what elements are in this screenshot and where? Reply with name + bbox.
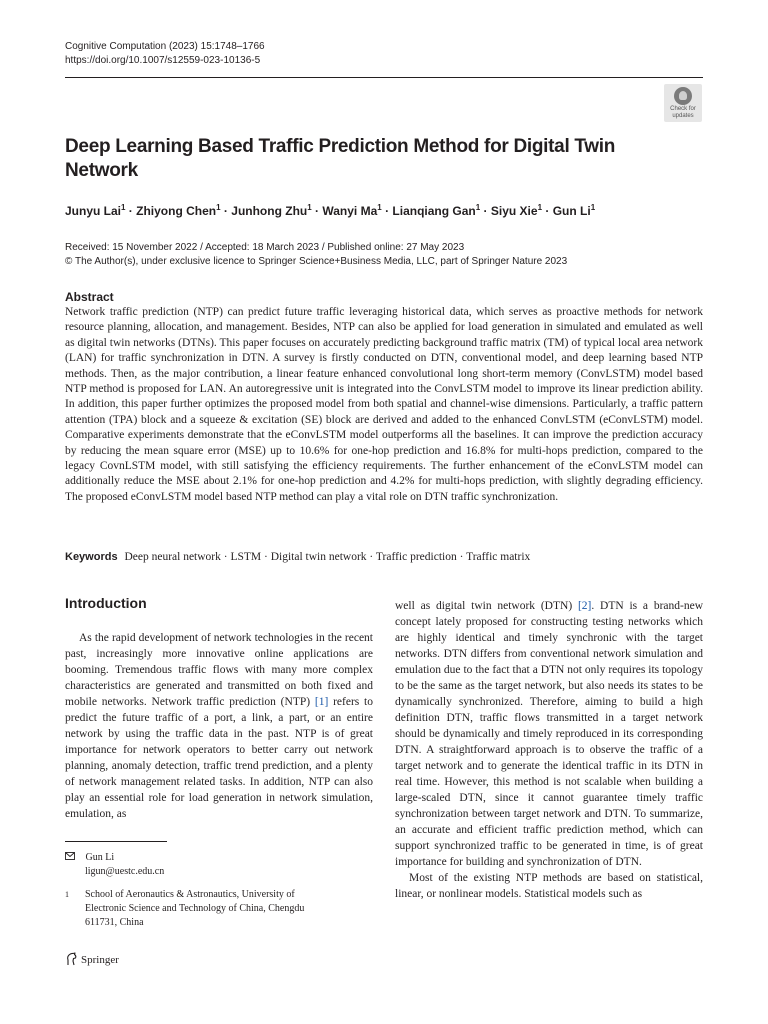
crossmark-icon (674, 87, 692, 105)
author-affiliation-marker: 1 (377, 203, 382, 212)
author-name[interactable]: Junyu Lai$^1$ (65, 203, 126, 218)
body-column-right (395, 598, 703, 902)
author-name[interactable]: Lianqiang Gan$^1$ (392, 203, 481, 218)
springer-horse-icon (65, 952, 78, 966)
paragraph-text: As the rapid development of network technologies in the recent past, increasingly more innovative online applications are booming. Tremendous traffic flows with many more complex characteristics are generated and transmitted on both fixed and mobile networks. Network traffic prediction (NTP) (65, 632, 373, 708)
contact-email[interactable]: ligun@uestc.edu.cn (85, 866, 165, 877)
keywords (65, 550, 703, 565)
keywords-label: Keywords (65, 551, 118, 563)
journal-citation: Cognitive Computation (2023) 15:1748–1766 (65, 41, 265, 52)
check-for-updates-badge[interactable] (664, 84, 702, 122)
paragraph (65, 630, 373, 822)
author-separator: · (220, 204, 232, 218)
crossmark-label-line1: Check for (670, 106, 696, 112)
paragraph (395, 598, 703, 870)
publication-dates (65, 241, 567, 269)
author-name[interactable]: Junhong Zhu$^1$ (231, 203, 312, 218)
publisher-logo (65, 952, 119, 966)
author-list (65, 203, 703, 219)
journal-info (65, 40, 265, 68)
author-name[interactable]: Gun Li$^1$ (552, 203, 596, 218)
author-affiliation-marker: 1 (590, 203, 596, 212)
citation-link[interactable]: [2] (577, 600, 592, 612)
author-name[interactable]: Wanyi Ma$^1$ (322, 203, 382, 218)
author-affiliation-marker: 1 (216, 203, 221, 212)
author-separator: · (381, 204, 393, 218)
author-name[interactable]: Siyu Xie$^1$ (490, 203, 543, 218)
header-divider (65, 77, 703, 78)
affiliation-text: School of Aeronautics & Astronautics, University of Electronic Science and Technology of China, Chengdu 611731, China (85, 889, 305, 928)
paragraph-text: well as digital twin network (DTN) (395, 600, 578, 612)
publisher-name: Springer (81, 954, 119, 966)
section-heading-introduction: Introduction (65, 595, 147, 611)
citation-link[interactable]: [1] (314, 696, 329, 708)
corresponding-author (65, 851, 164, 879)
abstract-text: Network traffic prediction (NTP) can predict future traffic leveraging historical data, which serves as proactive methods for network resource planning, allocation, and management. Besides, NTP can also be applied for load generation in simulated and emulated as well as digital twin networks (DTNs). This paper focuses on accurately predicting background traffic matrix (TM) of typical local area network (LAN) for traffic synchronization in DTN. A survey is firstly conducted on DTN, conventional model, and deep learning based NTP methods. Then, as the major contribution, a linear feature enhanced convolutional long short-term memory (ConvLSTM) model based NTP method is proposed for LAN. An autoregressive unit is integrated into the ConvLSTM model to improve its linear prediction ability. In addition, this paper further optimizes the proposed model from both spatial and channel-wise dimensions. Particularly, a traffic pattern attention (TPA) block and a squeeze & excitation (SE) block are derived and added to the enhanced ConvLSTM (eConvLSTM) model. Comparative experiments demonstrate that the eConvLSTM model outperforms all the baselines. It can improve the prediction accuracy by reducing the mean square error (MSE) up to 10.6% for one-hop prediction and 16.8% for multi-hops prediction, compared to the legacy CovnLSTM model, with still satisfying the efficiency requirements. The further enhancement of the eConvLSTM model can additionally reduce the MSE about 2.1% for one-hop prediction and 4.2% for multi-hops prediction, with slightly degrading efficiency. The proposed eConvLSTM model based NTP method can play a vital role on DTN traffic synchronization. (65, 306, 703, 503)
doi-link[interactable]: https://doi.org/10.1007/s12559-023-10136-5 (65, 55, 261, 66)
keywords-list: Deep neural network · LSTM · Digital twin network · Traffic prediction · Traffic matrix (124, 551, 531, 563)
affiliation-number: 1 (65, 890, 69, 899)
paragraph-text: . DTN is a brand-new concept lately proposed for constructing testing networks which are highly identical and timely synchronic with the target networks. DTN differs from conventional network simulation and emulation due to the fact that a DTN not only requires its topology to be the same as the target network, but also needs its states to be dynamically synchronized. Therefore, aiming to build a high definition DTN, traffic flows transmitted in a target network should be dynamically and timely reproduced in its corresponding DTN. A straightforward approach is to observe the traffic of a target network and to generate the identical traffic in its DTN in real time. However, this method is not scalable when building a large-scaled DTN, since it cannot guarantee timely traffic synchronization between target network and DTN. To summarize, an accurate and efficient traffic prediction method, which can support synchronized traffic to be generated in time, is of great importance for building and synchronization of DTN. (395, 600, 704, 868)
contact-name: Gun Li (85, 852, 115, 863)
author-affiliation-marker: 1 (121, 203, 126, 212)
author-separator: · (125, 204, 137, 218)
dates-line: Received: 15 November 2022 / Accepted: 18 March 2023 / Published online: 27 May 2023 (65, 242, 465, 253)
paragraph-text: refers to predict the future traffic of a port, a link, a part, or an entire network by using the traffic data in the past. NTP is of great importance for network operators to better carry out network planning, anomaly detection, traffic trend prediction, and a plenty of network management related tasks. In addition, NTP can also play an essential role for load generation in network simulation, emulation, as (65, 696, 373, 820)
author-affiliation-marker: 1 (307, 203, 312, 212)
paragraph: Most of the existing NTP methods are based on statistical, linear, or nonlinear models. Statistical models such as (395, 872, 703, 900)
affiliation (65, 888, 335, 930)
author-separator: · (480, 204, 491, 218)
paper-title: Deep Learning Based Traffic Prediction Method for Digital Twin Network (65, 136, 616, 181)
abstract-heading: Abstract (65, 290, 114, 304)
author-separator: · (542, 204, 553, 218)
author-separator: · (311, 204, 323, 218)
envelope-icon (65, 851, 77, 865)
author-affiliation-marker: 1 (537, 203, 543, 212)
author-name[interactable]: Zhiyong Chen$^1$ (136, 203, 221, 218)
body-column-left (65, 630, 373, 822)
crossmark-label-line2: updates (672, 113, 694, 119)
copyright-line: © The Author(s), under exclusive licence to Springer Science+Business Media, LLC, part of Springer Nature 2023 (65, 256, 568, 267)
footnote-divider (65, 841, 167, 842)
author-affiliation-marker: 1 (475, 203, 481, 212)
